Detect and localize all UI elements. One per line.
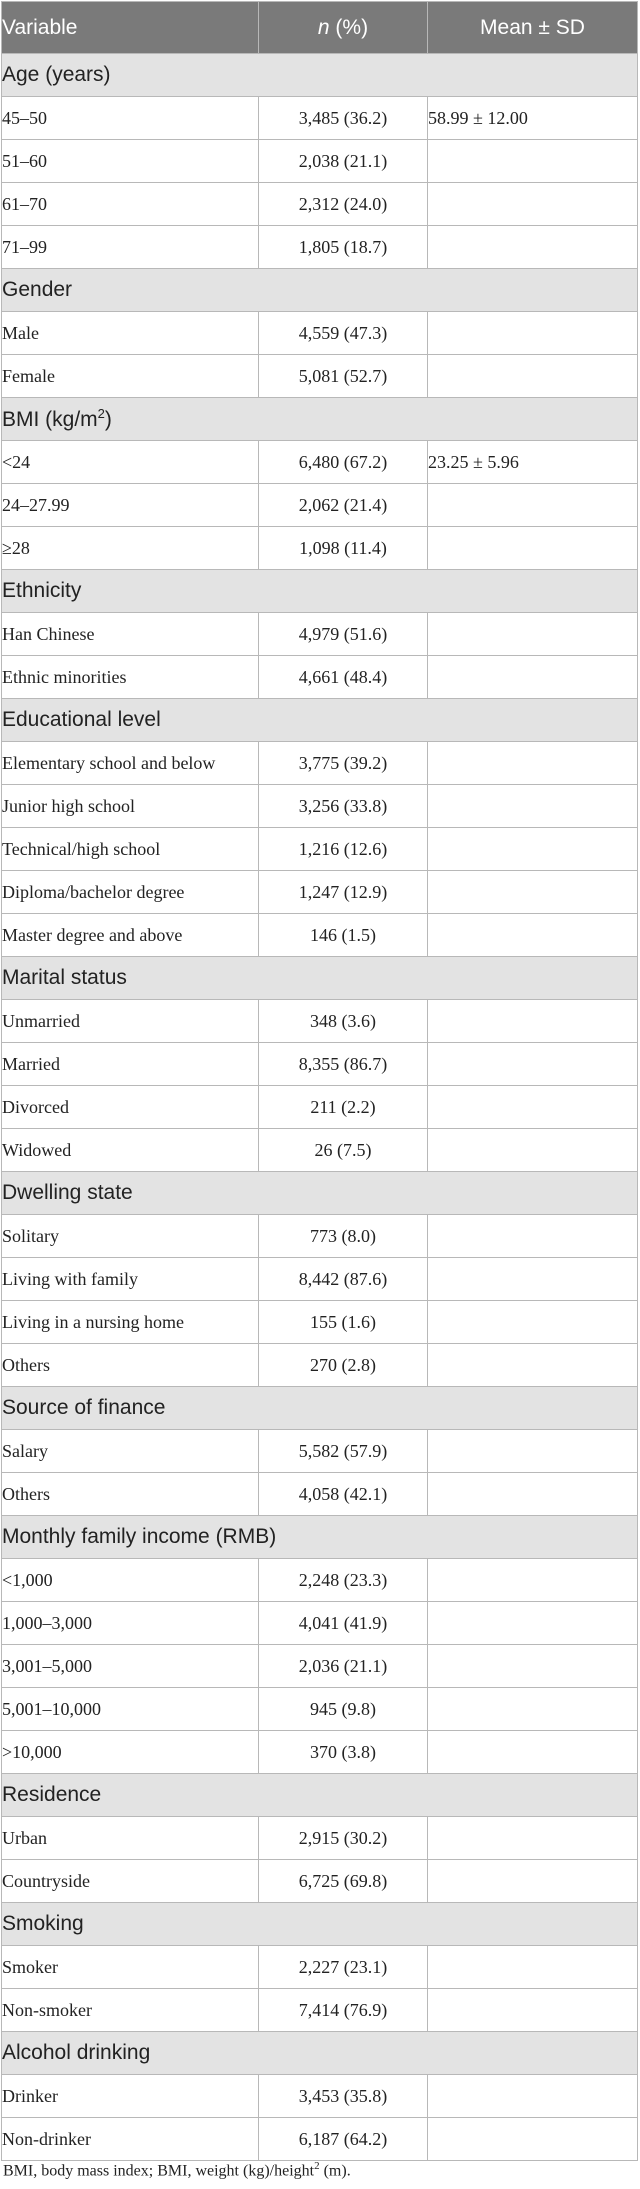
- cell-n-percent: 2,248 (23.3): [259, 1559, 428, 1602]
- table-row: [2, 1946, 638, 1989]
- cell-n-percent: 3,453 (35.8): [259, 2075, 428, 2118]
- cell-n-percent: 1,247 (12.9): [259, 871, 428, 914]
- section-title-text: Marital status: [2, 966, 127, 989]
- cell-variable: 5,001–10,000: [2, 1688, 259, 1731]
- cell-variable: Smoker: [2, 1946, 259, 1989]
- section-title-text: Residence: [2, 1783, 102, 1806]
- cell-n-percent: 348 (3.6): [259, 1000, 428, 1043]
- cell-n-percent: 211 (2.2): [259, 1086, 428, 1129]
- cell-n-percent: 4,661 (48.4): [259, 656, 428, 699]
- cell-mean-sd: [428, 1215, 638, 1258]
- cell-mean-sd: [428, 183, 638, 226]
- cell-variable: 71–99: [2, 226, 259, 269]
- section-title: [2, 1387, 638, 1430]
- cell-variable: 61–70: [2, 183, 259, 226]
- section-title-text: Source of finance: [2, 1396, 166, 1419]
- cell-n-percent: 4,041 (41.9): [259, 1602, 428, 1645]
- cell-variable: Urban: [2, 1817, 259, 1860]
- cell-mean-sd: 58.99 ± 12.00: [428, 97, 638, 140]
- section-row: [2, 1172, 638, 1215]
- cell-n-percent: 1,098 (11.4): [259, 527, 428, 570]
- section-row: [2, 699, 638, 742]
- cell-variable: Living in a nursing home: [2, 1301, 259, 1344]
- cell-mean-sd: [428, 2075, 638, 2118]
- cell-mean-sd: [428, 1602, 638, 1645]
- cell-mean-sd: [428, 312, 638, 355]
- cell-n-percent: 1,216 (12.6): [259, 828, 428, 871]
- cell-n-percent: 5,582 (57.9): [259, 1430, 428, 1473]
- cell-variable: Countryside: [2, 1860, 259, 1903]
- table-row: [2, 312, 638, 355]
- section-row: [2, 54, 638, 97]
- cell-n-percent: 2,312 (24.0): [259, 183, 428, 226]
- section-title-text: Gender: [2, 278, 73, 301]
- section-title: [2, 1774, 638, 1817]
- cell-variable: Living with family: [2, 1258, 259, 1301]
- cell-variable: Salary: [2, 1430, 259, 1473]
- cell-mean-sd: [428, 1559, 638, 1602]
- header-percent: (%): [329, 15, 369, 39]
- cell-variable: Diploma/bachelor degree: [2, 871, 259, 914]
- cell-variable: <24: [2, 441, 259, 484]
- cell-n-percent: 2,915 (30.2): [259, 1817, 428, 1860]
- cell-variable: Non-smoker: [2, 1989, 259, 2032]
- section-title: [2, 1516, 638, 1559]
- table-row: [2, 97, 638, 140]
- cell-n-percent: 2,036 (21.1): [259, 1645, 428, 1688]
- section-title-text: Smoking: [2, 1912, 84, 1935]
- cell-variable: 51–60: [2, 140, 259, 183]
- cell-n-percent: 6,480 (67.2): [259, 441, 428, 484]
- section-row: [2, 269, 638, 312]
- cell-n-percent: 773 (8.0): [259, 1215, 428, 1258]
- table-footnote: [3, 2160, 351, 2180]
- table-row: [2, 1989, 638, 2032]
- header-n-percent: [259, 2, 428, 54]
- footnote-end: (m).: [319, 2162, 351, 2180]
- section-title-end: ): [104, 408, 112, 431]
- section-row: [2, 398, 638, 441]
- section-title: [2, 398, 638, 441]
- cell-mean-sd: [428, 527, 638, 570]
- table-row: [2, 1473, 638, 1516]
- section-row: [2, 957, 638, 1000]
- cell-mean-sd: [428, 1129, 638, 1172]
- cell-mean-sd: [428, 484, 638, 527]
- cell-mean-sd: [428, 1043, 638, 1086]
- cell-mean-sd: [428, 1430, 638, 1473]
- cell-variable: Female: [2, 355, 259, 398]
- cell-mean-sd: [428, 1258, 638, 1301]
- cell-n-percent: 6,725 (69.8): [259, 1860, 428, 1903]
- section-title-text: Alcohol drinking: [2, 2041, 151, 2064]
- cell-mean-sd: [428, 1000, 638, 1043]
- cell-variable: Married: [2, 1043, 259, 1086]
- cell-mean-sd: [428, 871, 638, 914]
- cell-n-percent: 1,805 (18.7): [259, 226, 428, 269]
- cell-mean-sd: [428, 742, 638, 785]
- section-title-text: BMI (kg/m: [2, 408, 98, 431]
- cell-variable: Drinker: [2, 2075, 259, 2118]
- cell-mean-sd: [428, 1473, 638, 1516]
- cell-mean-sd: [428, 226, 638, 269]
- table-row: [2, 484, 638, 527]
- cell-n-percent: 8,442 (87.6): [259, 1258, 428, 1301]
- table-row: [2, 1817, 638, 1860]
- table-row: [2, 1344, 638, 1387]
- header-row: [2, 2, 638, 54]
- demographics-table: [1, 1, 638, 2161]
- cell-n-percent: 370 (3.8): [259, 1731, 428, 1774]
- cell-variable: >10,000: [2, 1731, 259, 1774]
- section-title-text: Educational level: [2, 708, 161, 731]
- section-row: [2, 1387, 638, 1430]
- section-title: [2, 957, 638, 1000]
- table-row: [2, 1559, 638, 1602]
- cell-variable: Master degree and above: [2, 914, 259, 957]
- cell-n-percent: 3,485 (36.2): [259, 97, 428, 140]
- section-row: [2, 1516, 638, 1559]
- section-title: [2, 699, 638, 742]
- table-row: [2, 1301, 638, 1344]
- table-row: [2, 1258, 638, 1301]
- table-row: [2, 527, 638, 570]
- table-row: [2, 2118, 638, 2161]
- cell-mean-sd: [428, 355, 638, 398]
- table-row: [2, 742, 638, 785]
- table-row: [2, 226, 638, 269]
- table-row: [2, 1086, 638, 1129]
- section-title: [2, 1903, 638, 1946]
- cell-mean-sd: [428, 2118, 638, 2161]
- cell-variable: Junior high school: [2, 785, 259, 828]
- section-title: [2, 269, 638, 312]
- table-row: [2, 1043, 638, 1086]
- cell-variable: Technical/high school: [2, 828, 259, 871]
- section-title: [2, 54, 638, 97]
- table-row: [2, 441, 638, 484]
- table-row: [2, 355, 638, 398]
- header-mean-sd: Mean ± SD: [428, 2, 638, 54]
- cell-n-percent: 5,081 (52.7): [259, 355, 428, 398]
- table-row: [2, 1645, 638, 1688]
- section-title-sup: 2: [97, 406, 105, 421]
- table-row: [2, 140, 638, 183]
- table-row: [2, 828, 638, 871]
- cell-variable: <1,000: [2, 1559, 259, 1602]
- cell-mean-sd: [428, 828, 638, 871]
- table-row: [2, 785, 638, 828]
- cell-mean-sd: [428, 1688, 638, 1731]
- cell-variable: Widowed: [2, 1129, 259, 1172]
- cell-mean-sd: [428, 785, 638, 828]
- cell-mean-sd: [428, 1344, 638, 1387]
- table-row: [2, 613, 638, 656]
- cell-variable: Han Chinese: [2, 613, 259, 656]
- cell-mean-sd: [428, 656, 638, 699]
- section-row: [2, 1774, 638, 1817]
- cell-n-percent: 26 (7.5): [259, 1129, 428, 1172]
- table-body: [2, 54, 638, 2161]
- table-row: [2, 1731, 638, 1774]
- cell-n-percent: 2,062 (21.4): [259, 484, 428, 527]
- footnote-text: BMI, body mass index; BMI, weight (kg)/height: [3, 2162, 315, 2180]
- header-variable: Variable: [2, 2, 259, 54]
- cell-mean-sd: [428, 613, 638, 656]
- cell-variable: Elementary school and below: [2, 742, 259, 785]
- section-title: [2, 1172, 638, 1215]
- cell-mean-sd: [428, 1946, 638, 1989]
- table-row: [2, 1129, 638, 1172]
- cell-mean-sd: [428, 1645, 638, 1688]
- table-row: [2, 871, 638, 914]
- cell-variable: Others: [2, 1344, 259, 1387]
- cell-n-percent: 4,058 (42.1): [259, 1473, 428, 1516]
- table-row: [2, 1602, 638, 1645]
- cell-variable: Ethnic minorities: [2, 656, 259, 699]
- table-row: [2, 656, 638, 699]
- table-row: [2, 1215, 638, 1258]
- cell-variable: 45–50: [2, 97, 259, 140]
- section-title: [2, 570, 638, 613]
- cell-n-percent: 4,979 (51.6): [259, 613, 428, 656]
- table-row: [2, 1000, 638, 1043]
- cell-n-percent: 7,414 (76.9): [259, 1989, 428, 2032]
- table-row: [2, 183, 638, 226]
- cell-n-percent: 3,775 (39.2): [259, 742, 428, 785]
- section-title-text: Dwelling state: [2, 1181, 133, 1204]
- cell-n-percent: 2,038 (21.1): [259, 140, 428, 183]
- cell-variable: Others: [2, 1473, 259, 1516]
- header-n-italic: n: [317, 15, 330, 39]
- cell-mean-sd: [428, 1989, 638, 2032]
- table-row: [2, 1688, 638, 1731]
- cell-variable: ≥28: [2, 527, 259, 570]
- cell-mean-sd: 23.25 ± 5.96: [428, 441, 638, 484]
- cell-mean-sd: [428, 914, 638, 957]
- cell-n-percent: 270 (2.8): [259, 1344, 428, 1387]
- cell-mean-sd: [428, 1731, 638, 1774]
- footnote-sup: 2: [314, 2160, 320, 2172]
- cell-n-percent: 8,355 (86.7): [259, 1043, 428, 1086]
- cell-variable: Male: [2, 312, 259, 355]
- section-row: [2, 2032, 638, 2075]
- cell-n-percent: 6,187 (64.2): [259, 2118, 428, 2161]
- section-title: [2, 2032, 638, 2075]
- section-row: [2, 1903, 638, 1946]
- cell-n-percent: 4,559 (47.3): [259, 312, 428, 355]
- cell-mean-sd: [428, 140, 638, 183]
- cell-mean-sd: [428, 1301, 638, 1344]
- cell-n-percent: 945 (9.8): [259, 1688, 428, 1731]
- section-title-text: Ethnicity: [2, 579, 82, 602]
- cell-n-percent: 146 (1.5): [259, 914, 428, 957]
- cell-variable: 24–27.99: [2, 484, 259, 527]
- section-title-text: Monthly family income (RMB): [2, 1525, 277, 1548]
- cell-variable: Non-drinker: [2, 2118, 259, 2161]
- cell-mean-sd: [428, 1817, 638, 1860]
- table-row: [2, 1860, 638, 1903]
- section-title-text: Age (years): [2, 63, 111, 86]
- cell-variable: Divorced: [2, 1086, 259, 1129]
- table-row: [2, 914, 638, 957]
- cell-variable: Solitary: [2, 1215, 259, 1258]
- table-row: [2, 2075, 638, 2118]
- cell-n-percent: 3,256 (33.8): [259, 785, 428, 828]
- cell-mean-sd: [428, 1860, 638, 1903]
- cell-variable: 3,001–5,000: [2, 1645, 259, 1688]
- section-row: [2, 570, 638, 613]
- table-row: [2, 1430, 638, 1473]
- cell-variable: 1,000–3,000: [2, 1602, 259, 1645]
- cell-variable: Unmarried: [2, 1000, 259, 1043]
- cell-n-percent: 155 (1.6): [259, 1301, 428, 1344]
- cell-mean-sd: [428, 1086, 638, 1129]
- cell-n-percent: 2,227 (23.1): [259, 1946, 428, 1989]
